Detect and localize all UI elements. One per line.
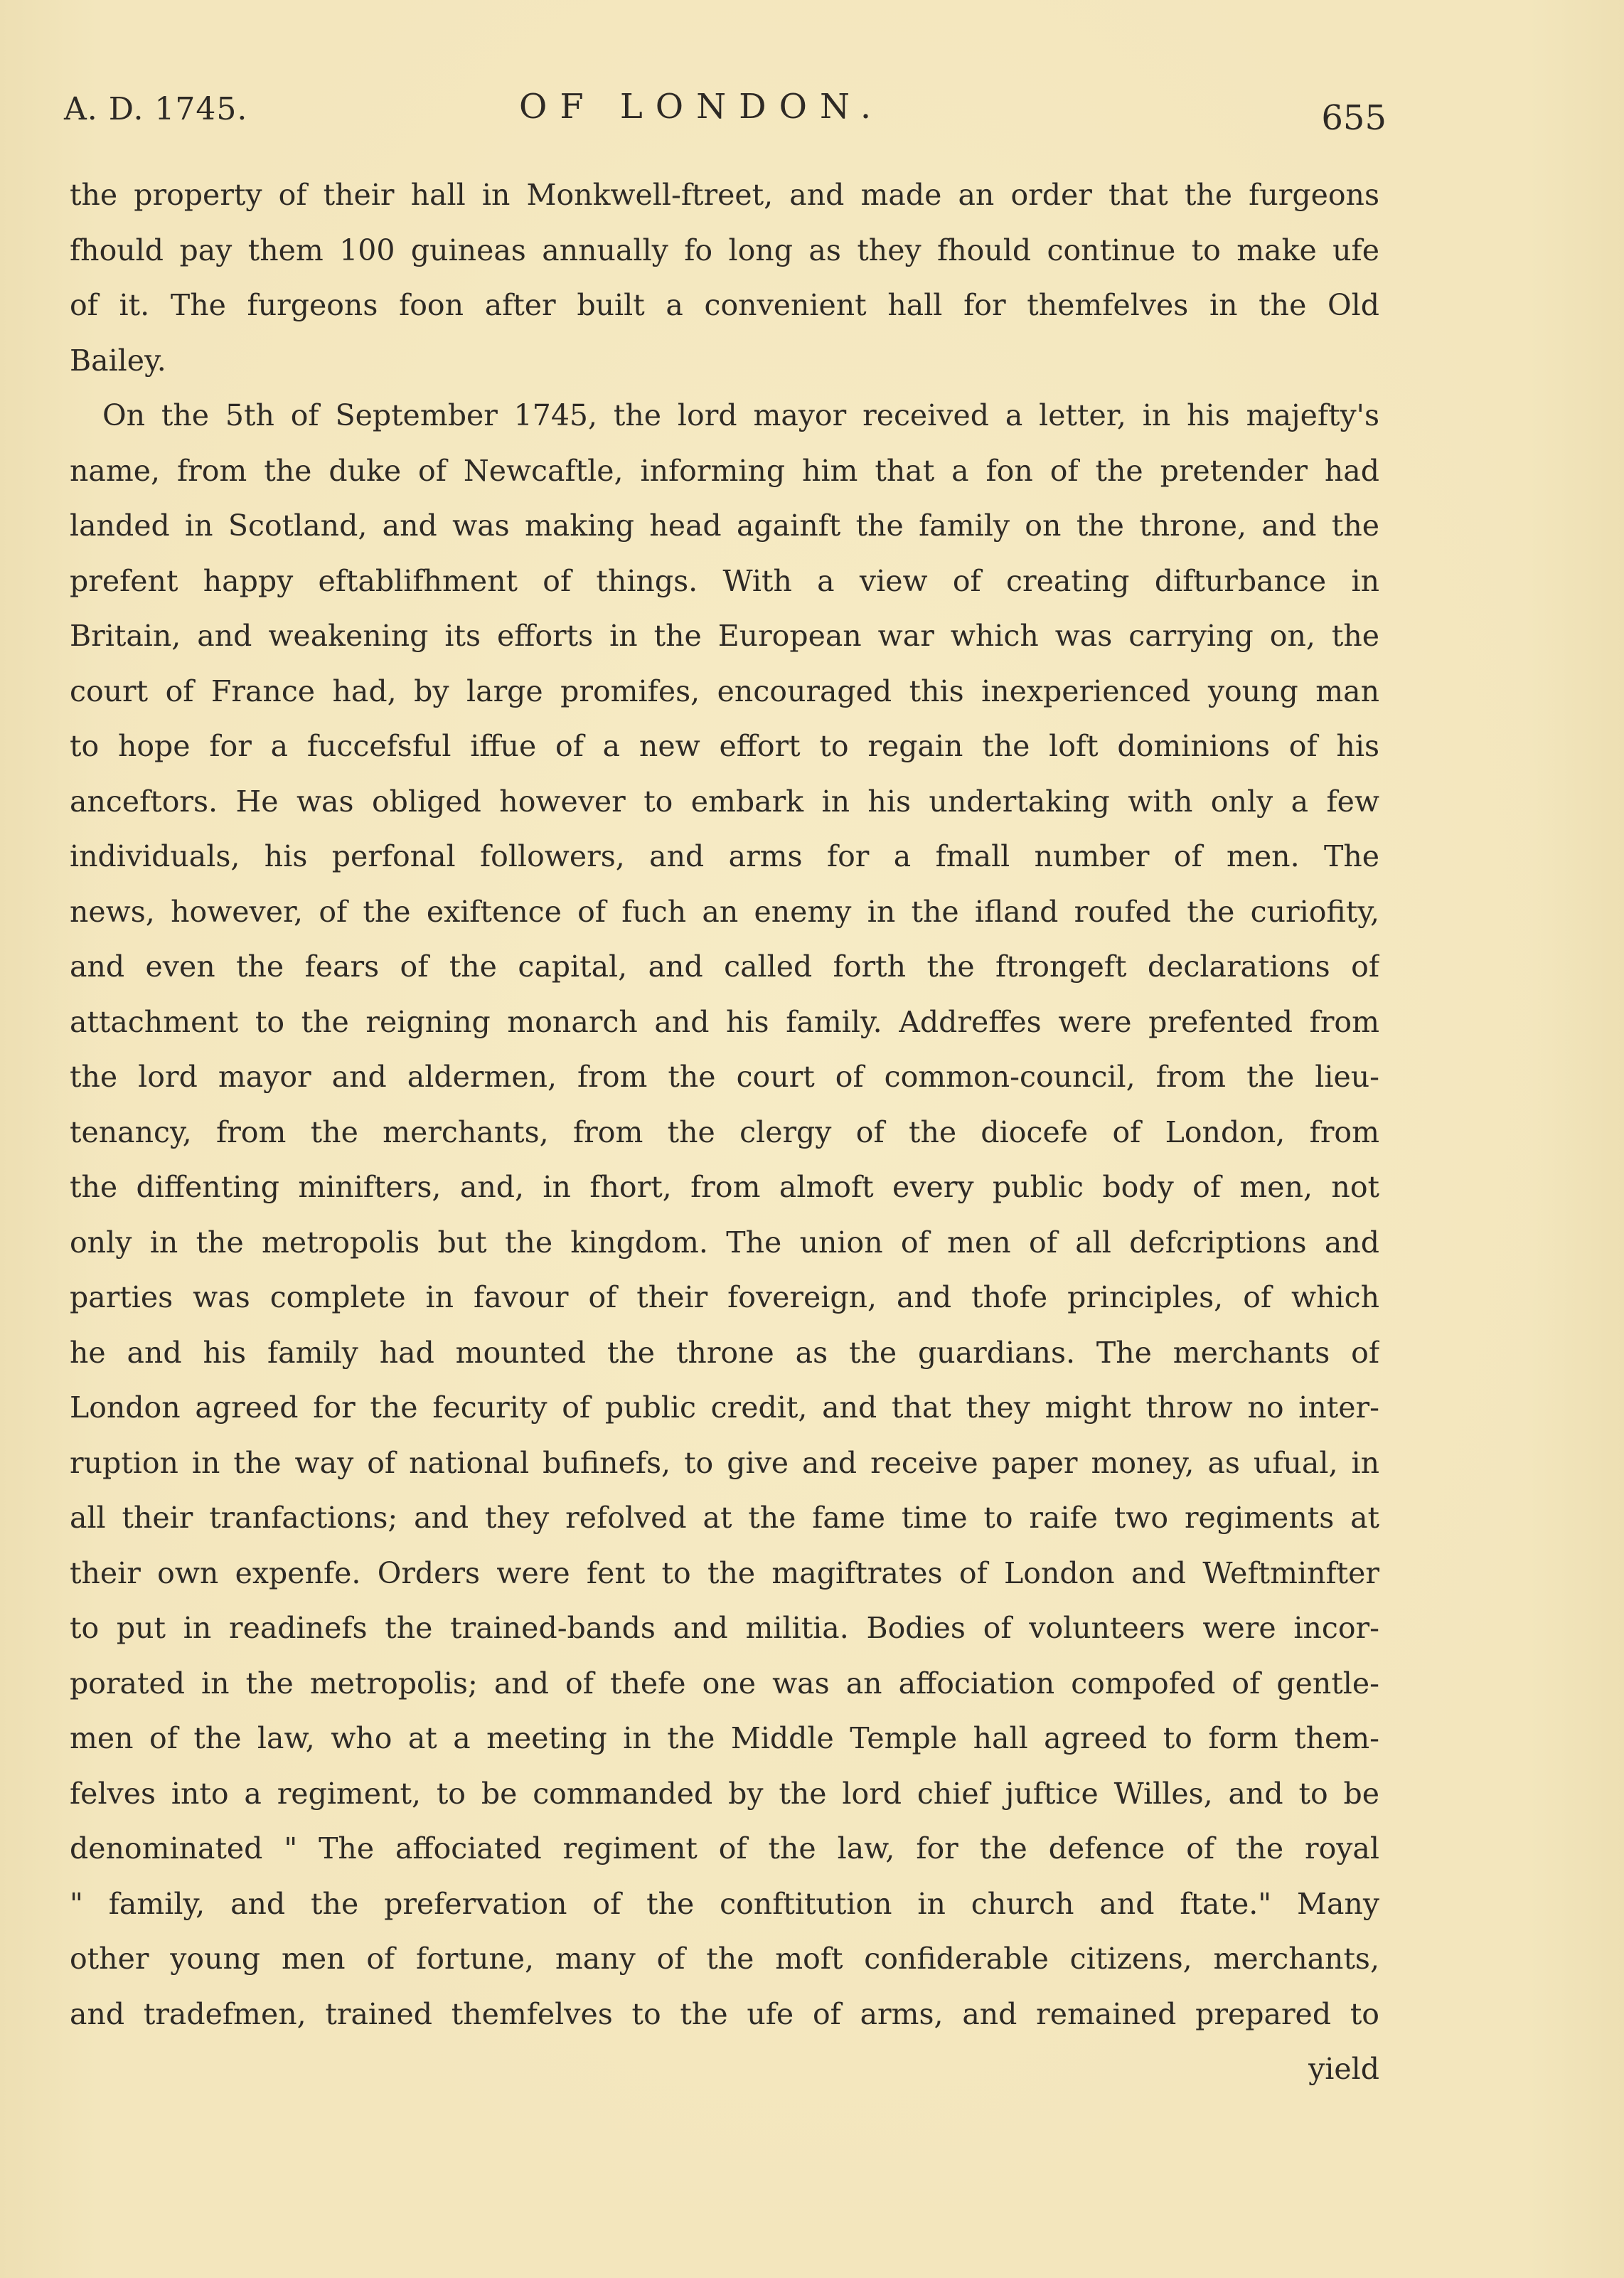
text-line: he and his family had mounted the throne as the guardians. The merchants of [70, 1335, 1379, 1370]
text-line: parties was complete in favour of their fovereign, and thofe principles, of which [70, 1280, 1379, 1314]
catchword: yield [1308, 2052, 1379, 2086]
text-line: their own expenfe. Orders were fent to the magiftrates of London and Weftminfter [70, 1555, 1379, 1590]
text-line: fhould pay them 100 guineas annually fo long as they fhould continue to make ufe [70, 233, 1379, 267]
text-line: of it. The furgeons foon after built a convenient hall for themfelves in the Old [70, 288, 1379, 322]
text-line: tenancy, from the merchants, from the clergy of the diocefe of London, from [70, 1114, 1379, 1149]
text-line: prefent happy eftablifhment of things. With a view of creating difturbance in [70, 563, 1379, 598]
text-line: only in the metropolis but the kingdom. The union of men of all defcriptions and [70, 1225, 1379, 1260]
text-line: individuals, his perfonal followers, and arms for a fmall number of men. The [70, 839, 1379, 873]
text-line: court of France had, by large promifes, encouraged this inexperienced young man [70, 674, 1379, 708]
text-line: the diffenting minifters, and, in fhort, from almoft every public body of men, not [70, 1170, 1379, 1204]
header-year: A. D. 1745. [64, 91, 248, 127]
text-line: On the 5th of September 1745, the lord mayor received a letter, in his majefty's [102, 398, 1379, 432]
text-line: porated in the metropolis; and of thefe one was an affociation compofed of gentle- [70, 1666, 1379, 1700]
text-line: and tradefmen, trained themfelves to the ufe of arms, and remained prepared to [70, 1996, 1379, 2031]
text-line: landed in Scotland, and was making head againft the family on the throne, and the [70, 509, 1379, 543]
text-line: London agreed for the fecurity of public credit, and that they might throw no inter- [70, 1390, 1379, 1425]
text-line: to hope for a fuccefsful iffue of a new effort to regain the loft dominions of his [70, 729, 1379, 763]
text-line: Bailey. [70, 343, 166, 378]
text-line: ruption in the way of national bufinefs, to give and receive paper money, as ufual, in [70, 1445, 1379, 1480]
text-line: felves into a regiment, to be commanded by the lord chief juftice Willes, and to be [70, 1776, 1379, 1811]
text-line: other young men of fortune, many of the moft confiderable citizens, merchants, [70, 1942, 1379, 1976]
text-line: attachment to the reigning monarch and his family. Addreffes were prefented from [70, 1004, 1379, 1039]
text-line: Britain, and weakening its efforts in the European war which was carrying on, the [70, 619, 1379, 653]
page-number: 655 [1321, 98, 1387, 138]
text-line: the property of their hall in Monkwell-ftreet, and made an order that the furgeons [70, 178, 1379, 212]
text-line: anceftors. He was obliged however to embark in his undertaking with only a few [70, 784, 1379, 819]
text-line: news, however, of the exiftence of fuch an enemy in the ifland roufed the curiofity, [70, 894, 1379, 929]
text-line: to put in readinefs the trained-bands and militia. Bodies of volunteers were incor- [70, 1611, 1379, 1645]
running-head [64, 84, 1387, 141]
text-line: the lord mayor and aldermen, from the court of common-council, from the lieu- [70, 1060, 1379, 1094]
text-line: all their tranfactions; and they refolved at the fame time to raife two regiments at [70, 1501, 1379, 1535]
text-line: men of the law, who at a meeting in the Middle Temple hall agreed to form them- [70, 1721, 1379, 1755]
body-text [70, 168, 1379, 2097]
text-line: denominated " The affociated regiment of the law, for the defence of the royal [70, 1831, 1379, 1865]
text-line: name, from the duke of Newcaftle, informing him that a fon of the pretender had [70, 453, 1379, 488]
text-line: " family, and the prefervation of the conftitution in church and ftate." Many [70, 1886, 1379, 1921]
text-line: and even the fears of the capital, and called forth the ftrongeft declarations of [70, 949, 1379, 984]
header-title: OF LONDON. [519, 87, 885, 127]
